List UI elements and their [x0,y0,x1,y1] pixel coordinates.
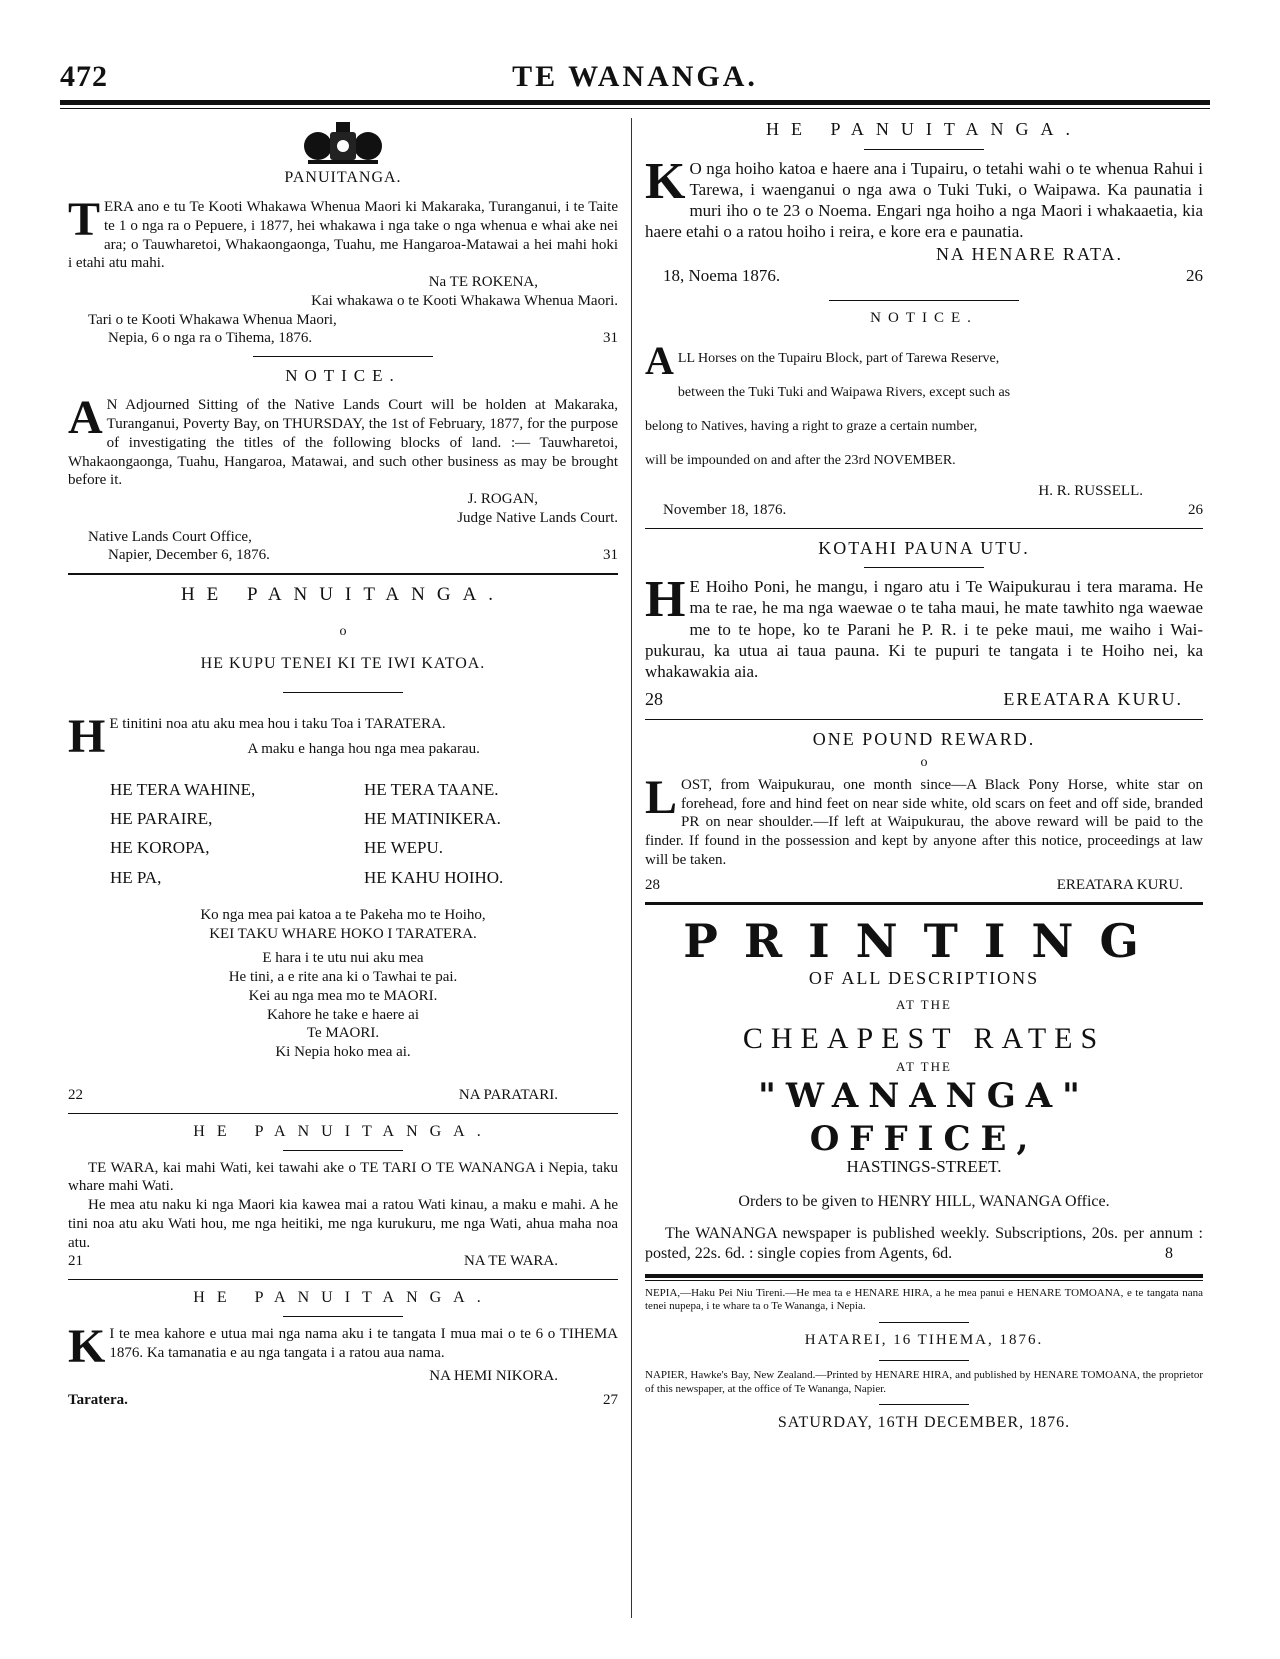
notice-line: LL Horses on the Tupairu Block, part of Tarewa Reserve, [677,351,1000,366]
printing-headline: PRINTING [683,914,1165,969]
notice-heading: HE PANUITANGA. [193,1289,493,1306]
verse-line: Te MAORI. [306,1025,380,1042]
column-divider [631,118,632,1618]
printing-subscription: The WANANGA newspaper is published weekly. Subscriptions, 20s. per annum : posted, 22s. 6d. : single copies from Agents, 6d. [645,1224,1203,1262]
dropcap: H [68,710,106,764]
notice-heading: HE PANUITANGA. [180,584,506,605]
notice-number: 21 [68,1253,83,1270]
notice-number: 26 [1186,266,1203,285]
list-item: HE WEPU. [364,838,444,858]
office: Tari o te Kooti Whakawa Whenua Maori, [88,311,337,328]
newspaper-title: TE WANANGA. [512,60,758,93]
right-column [645,118,1203,1433]
notice-heading: KOTAHI PAUNA UTU. [818,537,1030,558]
signer: J. ROGAN, [467,491,538,507]
place: Taratera. [68,1392,128,1409]
printing-line: CHEAPEST RATES [742,1021,1106,1055]
section-rule [68,1279,618,1280]
dropcap: K [68,1320,106,1373]
signer: NA PARATARI. [458,1086,558,1103]
dropcap: A [68,391,103,445]
imprint-english-date: SATURDAY, 16TH DECEMBER, 1876. [777,1414,1071,1432]
notice-number: 27 [603,1392,618,1409]
section-rule [68,1113,618,1114]
signer: Na TE ROKENA, [428,274,538,290]
notice-body: O nga hoiho katoa e haere ana i Tupairu, o tetahi wahi o te whenua Rahui i Tarewa, i waenganui o nga awa o Tuki Tuki, o Waipawa. Ka paunatia i muri iho o te 23 o Noema. Engari nga hoiho a nga Maori i whakaaetia, kia haere etahi o a ratou hoiho i reira, e kore era e paunatia. [645,158,1203,242]
imprint [645,1287,1203,1434]
notice-number: 28 [645,876,660,893]
printing-line: AT THE [896,997,952,1013]
page-header [60,58,1210,98]
signer: EREATARA KURU. [1056,876,1183,893]
notice-body: I te mea kahore e utua mai nga nama aku i te tangata I mua mai o te 6 o TIHEMA 1876. Ka tamanatia e au nga tangata i a ratou aua nama. [109,1326,618,1361]
left-column [68,118,618,1410]
verse-line: Kahore he take e haere ai [267,1006,419,1023]
notice-panuitanga-kooti [68,118,618,348]
date: 18, Noema 1876. [663,266,781,285]
section-rule [645,528,1203,529]
divider [864,149,984,150]
notice-number: 28 [645,689,663,710]
signer: H. R. RUSSELL. [1038,483,1143,499]
o-divider: o [339,623,347,639]
verse-line: Kei au nga mea mo te MAORI. [248,987,438,1004]
line: Ko nga mea pai katoa a te Pakeha mo te Hoiho, [200,906,486,923]
section-rule [645,719,1203,720]
dropcap: H [645,571,686,628]
divider [829,300,1019,301]
dropcap: L [645,770,678,824]
printing-line: AT THE [896,1059,952,1074]
verse-line: E hara i te utu nui aku mea [262,950,424,967]
notice-number: 31 [603,330,618,347]
divider [864,567,984,568]
notice-line: between the Tuki Tuki and Waipawa Rivers, except such as [677,385,1011,400]
notice-body: He mea atu naku ki nga Maori kia kawea mai a ratou Wati kinau, a maku e mahi. A he tini noa atu aku Wati hou, me nga heitiki, me nga kurukuru, me nga Wati, ahua maha noa atu. [68,1197,618,1251]
divider [283,1316,403,1317]
header-rule-thin [60,108,1210,109]
coat-of-arms-icon [298,118,388,166]
signer: EREATARA KURU. [1003,689,1183,710]
subheading: HE KUPU TENEI KI TE IWI KATOA. [200,655,486,673]
list-item: HE TERA TAANE. [364,779,499,799]
header-rule-thick [60,100,1210,105]
notice-heading: NOTICE. [870,310,978,327]
notice-russell [645,309,1203,519]
notice-heading: PANUITANGA. [284,169,402,186]
divider [879,1360,969,1361]
notice-body: E Hoiho Poni, he mangu, i ngaro atu i Te Waipukurau i tera marama. He ma te rae, he ma nga waewae o te taha maui, he mate tawhito nga waewae me to te hope, ko te Parani he P. R. i te peke maui, me waiho i Wai-pukurau, ka utua ai taua pauna. Ki te pupuri te tangata i te Hoiho nei, ka whakawakia aia. [645,577,1203,681]
notice-body: OST, from Waipukurau, one month since—A Black Pony Horse, white star on forehead, fore and hind feet on near side white, old scars on feet and off side, branded PR on near shoulder.—If left at Waipukurau, the above reward will be paid to the finder. If found in the possession and kept by anyone after this notice, proceedings at law will be taken. [645,776,1203,868]
divider [879,1404,969,1405]
notice-line: will be impounded on and after the 23rd NOVEMBER. [645,453,956,468]
notice-body: N Adjourned Sitting of the Native Lands Court will be holden at Makaraka, Turanganui, Poverty Bay, on THURSDAY, the 1st of February, 1877, for the purpose of investigating the titles of the following blocks of land. :— Tauwharetoi, Whakaongaonga, Tuahu, Hangaroa, Matawai, and such other business as may be brought before it. [68,397,618,489]
notice-he-panuitanga-taratera [68,583,618,1105]
list-item: HE PA, [110,867,162,887]
notice-body: ERA ano e tu Te Kooti Whakawa Whenua Maori ki Makaraka, Turanganui, i te Taite te 1 o nga ra o Pepuere, i 1877, hei whakawa i nga take o nga whenua e whai ake nei ara; o Tauwharetoi, Whakaongaonga, Tuahu, me Hangaroa-Matawai a hei mahi hoki i etahi atu mahi. [68,199,618,272]
notice-number: 31 [603,547,618,564]
date: Napier, December 6, 1876. [108,547,270,564]
imprint-maori-date: HATAREI, 16 TIHEMA, 1876. [804,1332,1044,1348]
printing-street: HASTINGS-STREET. [846,1157,1002,1177]
printing-office: "WANANGA" OFFICE, [758,1076,1090,1159]
divider [253,356,433,357]
notice-adjourned-sitting [68,365,618,565]
section-rule [68,573,618,575]
notice-one-pound-reward [645,728,1203,895]
section-rule [645,902,1203,905]
signer: NA HENARE RATA. [935,243,1123,264]
printing-orders: Orders to be given to HENRY HILL, WANANGA Office. [738,1192,1110,1210]
date: November 18, 1876. [663,501,787,518]
notice-heading: NOTICE. [285,366,401,385]
divider [283,1150,403,1151]
divider [879,1322,969,1323]
signer-title: Kai whakawa o te Kooti Whakawa Whenua Maori. [311,292,618,309]
intro2: A maku e hanga hou nga mea pakarau. [247,741,480,757]
list-item: HE KAHU HOIHO. [364,867,504,887]
intro: E tinitini noa atu aku mea hou i taku Toa i TARATERA. [109,716,446,733]
list-item: HE MATINIKERA. [364,809,501,828]
verse-line: Ki Nepia hoko mea ai. [275,1044,411,1060]
printing-line: OF ALL DESCRIPTIONS [808,967,1040,988]
goods-list [110,779,618,888]
signer: NA TE WARA. [463,1253,558,1270]
dropcap: A [645,338,674,383]
printing-advertisement [645,913,1203,1263]
office: Native Lands Court Office, [88,528,252,545]
notice-number: 8 [1165,1244,1173,1262]
notice-heading: HE PANUITANGA. [766,119,1082,139]
o-divider: o [920,755,928,771]
list-item: HE TERA WAHINE, [110,779,256,799]
notice-henare-rata [645,118,1203,286]
notice-line: belong to Natives, having a right to graze a certain number, [645,419,978,434]
notice-body: TE WARA, kai mahi Wati, kei tawahi ake o TE TARI O TE WANANGA i Nepia, taku whare mahi Wati. [68,1159,618,1195]
list-item: HE PARAIRE, [110,809,213,828]
notice-kotahi-pauna-utu [645,537,1203,711]
section-rule [645,1280,1203,1281]
dropcap: K [645,152,686,210]
imprint-maori: NEPIA,—Haku Pei Niu Tireni.—He mea ta e HENARE HIRA, a he mea panui e HENARE TOMOANA, e te tangata nana tenei nupepa, i te whare ta o Te Wananga, i Nepia. [645,1286,1203,1313]
page-number: 472 [60,60,108,93]
signer-title: Judge Native Lands Court. [457,509,618,526]
notice-heading: ONE POUND REWARD. [812,728,1036,749]
list-item: HE KOROPA, [110,838,210,858]
line: KEI TAKU WHARE HOKO I TARATERA. [209,925,477,942]
notice-te-wara [68,1122,618,1272]
notice-hemi-nikora [68,1288,618,1410]
notice-heading: HE PANUITANGA. [193,1122,493,1140]
notice-number: 26 [1188,501,1203,518]
imprint-english: NAPIER, Hawke's Bay, New Zealand.—Printed by HENARE HIRA, and published by HENARE TOMOANA, the proprietor of this newspaper, at the office of Te Wananga, Napier. [645,1368,1203,1395]
verse-line: He tini, a e rite ana ki o Tawhai te pai. [228,969,458,985]
signer: NA HEMI NIKORA. [429,1367,558,1384]
section-rule [645,1274,1203,1278]
dropcap: T [68,193,101,246]
date: Nepia, 6 o nga ra o Tihema, 1876. [108,330,313,347]
divider [283,692,403,693]
notice-number: 22 [68,1086,83,1103]
